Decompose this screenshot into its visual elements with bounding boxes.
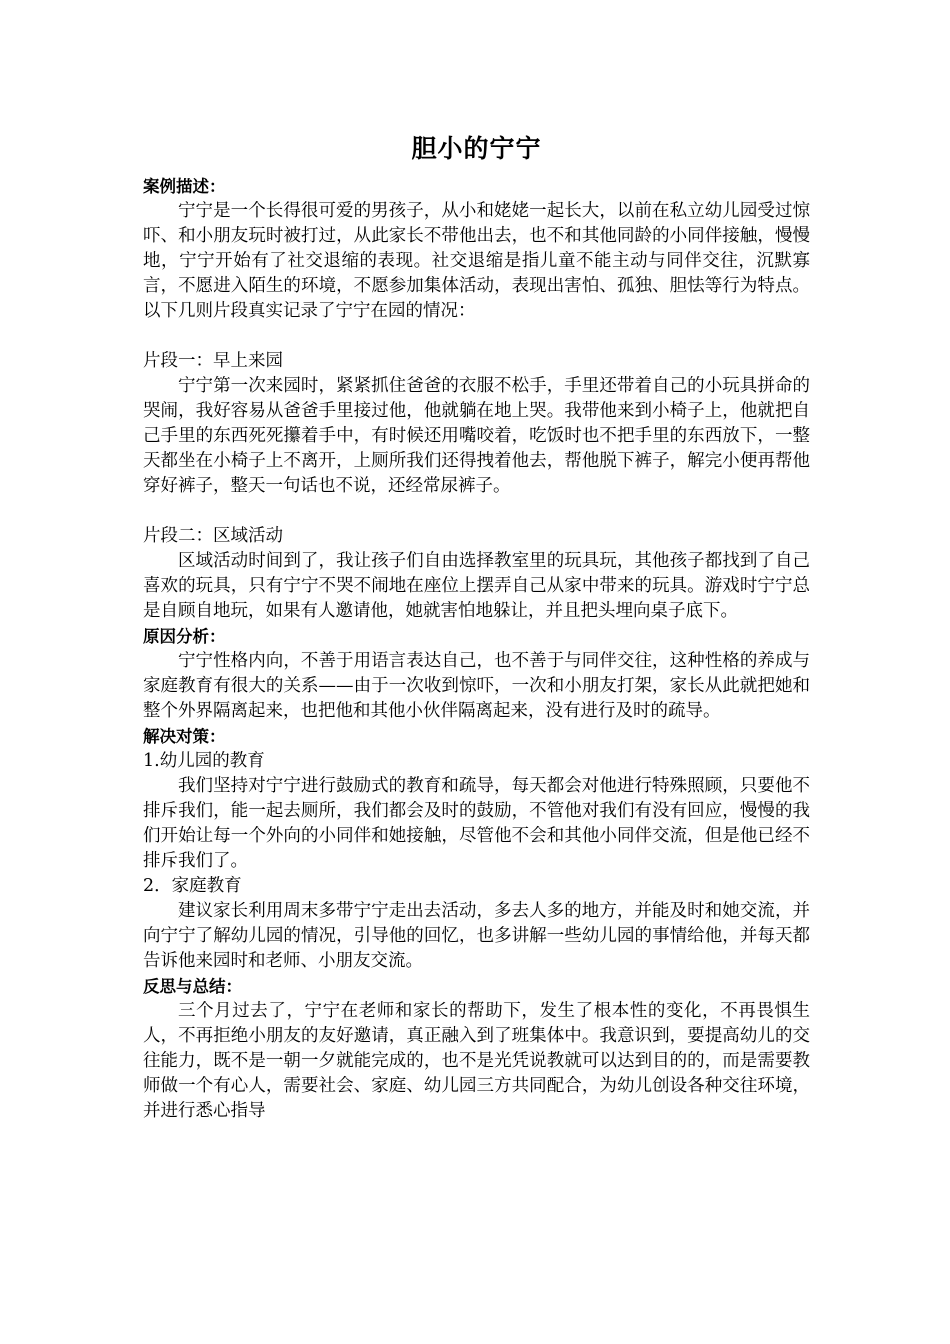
case-description-heading: 案例描述：	[143, 177, 226, 196]
solution-item-1-paragraph: 我们坚持对宁宁进行鼓励式的教育和疏导，每天都会对他进行特殊照顾，只要他不排斥我们，能一起去厕所，我们都会及时的鼓励，不管他对我们有没有回应，慢慢的我们开始让每一个外向的小同伴和她接触，尽管他不会和其他小同伴交流，但是他已经不排斥我们了。	[143, 776, 810, 871]
case-intro-paragraph: 宁宁是一个长得很可爱的男孩子，从小和姥姥一起长大，以前在私立幼儿园受过惊吓、和小朋友玩时被打过，从此家长不带他出去，也不和其他同龄的小同伴接触，慢慢地，宁宁开始有了社交退缩的表现。社交退缩是指儿童不能主动与同伴交往，沉默寡言，不愿进入陌生的环境，不愿参加集体活动，表现出害怕、孤独、胆怯等行为特点。以下几则片段真实记录了宁宁在园的情况：	[143, 201, 810, 321]
paragraph-spacer	[143, 324, 810, 349]
cause-analysis-paragraph: 宁宁性格内向，不善于用语言表达自己，也不善于与同伴交往，这种性格的养成与家庭教育有很大的关系——由于一次收到惊吓，一次和小朋友打架，家长从此就把她和整个外界隔离起来，也把他和其他小伙伴隔离起来，没有进行及时的疏导。	[143, 651, 810, 721]
fragment-2-paragraph: 区域活动时间到了，我让孩子们自由选择教室里的玩具玩，其他孩子都找到了自己喜欢的玩具，只有宁宁不哭不闹地在座位上摆弄自己从家中带来的玩具。游戏时宁宁总是自顾自地玩，如果有人邀请他，她就害怕地躲让，并且把头埋向桌子底下。	[143, 551, 810, 621]
solution-item-2-paragraph: 建议家长利用周末多带宁宁走出去活动，多去人多的地方，并能及时和她交流，并向宁宁了解幼儿园的情况，引导他的回忆，也多讲解一些幼儿园的事情给他，并每天都告诉他来园时和老师、小朋友交流。	[143, 901, 810, 971]
fragment-1-title: 片段一：早上来园	[143, 351, 283, 371]
solution-item-2-title: 2．家庭教育	[143, 876, 242, 896]
document-title: 胆小的宁宁	[411, 134, 542, 163]
fragment-1-paragraph: 宁宁第一次来园时，紧紧抓住爸爸的衣服不松手，手里还带着自己的小玩具拼命的哭闹，我好容易从爸爸手里接过他，他就躺在地上哭。我带他来到小椅子上，他就把自己手里的东西死死攥着手中，有时候还用嘴咬着，吃饭时也不把手里的东西放下，一整天都坐在小椅子上不离开，上厕所我们还得拽着他去，帮他脱下裤子，解完小便再帮他穿好裤子，整天一句话也不说，还经常尿裤子。	[143, 376, 810, 496]
fragment-2-title: 片段二：区域活动	[143, 526, 283, 546]
document-body	[143, 128, 810, 1124]
cause-analysis-heading: 原因分析：	[143, 627, 226, 646]
solution-heading: 解决对策：	[143, 727, 226, 746]
reflection-paragraph: 三个月过去了，宁宁在老师和家长的帮助下，发生了根本性的变化，不再畏惧生人，不再拒绝小朋友的友好邀请，真正融入到了班集体中。我意识到，要提高幼儿的交往能力，既不是一朝一夕就能完成的，也不是光凭说教就可以达到目的的，而是需要教师做一个有心人，需要社会、家庭、幼儿园三方共同配合，为幼儿创设各种交往环境，并进行悉心指导	[143, 1001, 810, 1121]
solution-item-1-title: 1.幼儿园的教育	[143, 751, 265, 771]
paragraph-spacer	[143, 499, 810, 524]
reflection-heading: 反思与总结：	[143, 977, 242, 996]
